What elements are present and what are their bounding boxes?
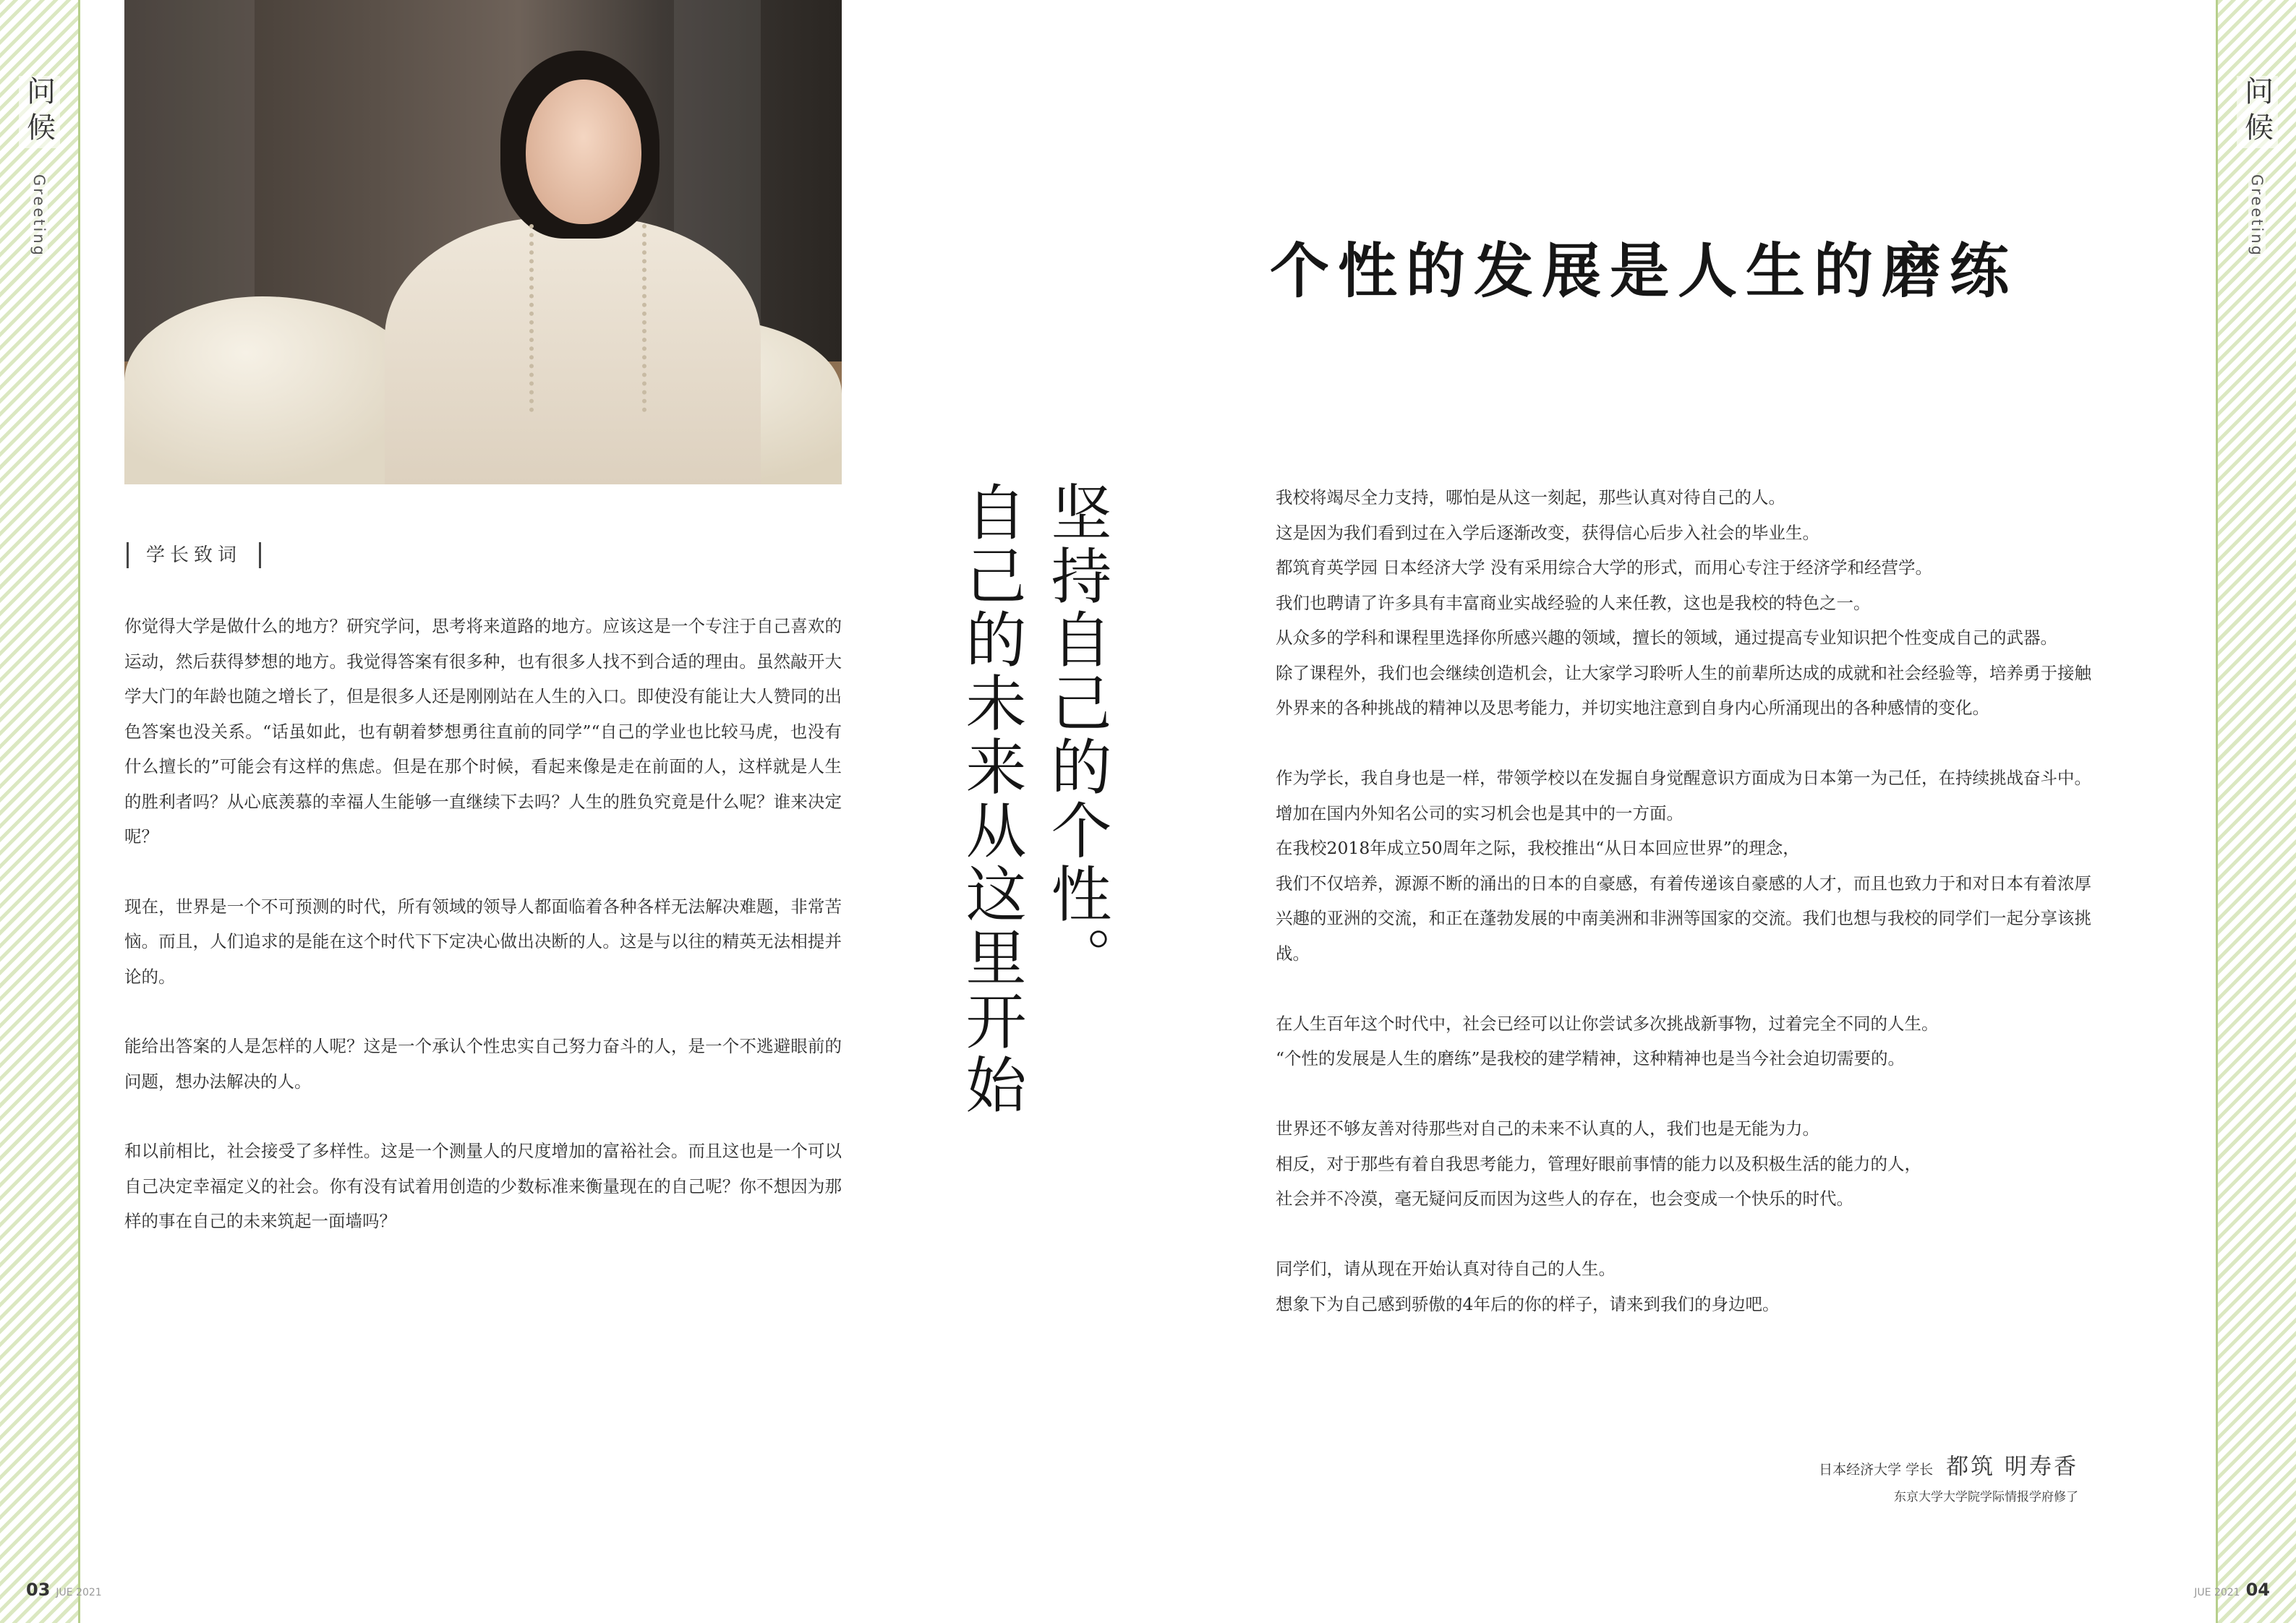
signature-title: 日本经济大学 学长 bbox=[1819, 1462, 1934, 1478]
right-paragraph bbox=[1276, 761, 2097, 971]
signature bbox=[1819, 1448, 2078, 1504]
side-title-left bbox=[0, 76, 78, 257]
right-paragraph bbox=[1276, 1006, 2097, 1076]
main-title: 个性的发展是人生的磨练 bbox=[1270, 236, 2018, 306]
left-paragraph: 你觉得大学是做什么的地方？研究学问，思考将来道路的地方。应该这是一个专注于自己喜欢的运动，然后获得梦想的地方。我觉得答案有很多种，也有很多人找不到合适的理由。虽然敲开大学大门的年龄也随之增长了，但是很多人还是刚刚站在人生的入口。即使没有能让大人赞同的出色答案也没关系。“话虽如此，也有朝着梦想勇往直前的同学”“自己的学业也比较马虎，也没有什么擅长的”可能会有这样的焦虑。但是在那个时候，看起来像是走在前面的人，这样就是人生的胜利者吗？从心底羡慕的幸福人生能够一直继续下去吗？人生的胜负究竟是什么呢？谁来决定呢？ bbox=[124, 616, 842, 847]
left-paragraph: 和以前相比，社会接受了多样性。这是一个测量人的尺度增加的富裕社会。而且这也是一个可以自己决定幸福定义的社会。你有没有试着用创造的少数标准来衡量现在的自己呢？你不想因为那样的事在自己的未来筑起一面墙吗？ bbox=[124, 1141, 842, 1231]
left-body bbox=[124, 609, 842, 1274]
side-title-jp: 问候 bbox=[2237, 76, 2278, 148]
page-number: 03 bbox=[26, 1580, 51, 1600]
text-line: 想象下为自己感到骄傲的4年后的你的样子，请来到我们的身边吧。 bbox=[1276, 1293, 1780, 1314]
text-line: 我们不仅培养，源源不断的涌出的日本的自豪感，有着传递该自豪感的人才，而且也致力于和对日本有着浓厚兴趣的亚洲的交流，和正在蓬勃发展的中南美洲和非洲等国家的交流。我们也想与我校的同学们一起分享该挑战。 bbox=[1276, 873, 2091, 964]
text-line: 我校将竭尽全力支持，哪怕是从这一刻起，那些认真对待自己的人。 bbox=[1276, 487, 1785, 508]
side-title-right bbox=[2218, 76, 2296, 257]
section-label: 学长致词 bbox=[127, 542, 261, 568]
text-line: 相反，对于那些有着自我思考能力，管理好眼前事情的能力以及积极生活的能力的人， bbox=[1276, 1153, 1921, 1174]
left-paragraph: 现在，世界是一个不可预测的时代，所有领域的领导人都面临着各种各样无法解决难题，非常苦恼。而且，人们追求的是能在这个时代下下定决心做出决断的人。这是与以往的精英无法相提并论的。 bbox=[124, 896, 842, 987]
right-paragraph bbox=[1276, 1111, 2097, 1217]
vertical-headline-col1: 坚持自己的个性。 bbox=[1041, 481, 1112, 990]
signature-name: 都筑 明寿香 bbox=[1946, 1454, 2078, 1480]
text-line: 都筑育英学园 日本经济大学 没有采用综合大学的形式，而用心专注于经济学和经营学。 bbox=[1276, 557, 1932, 578]
side-title-en: Greeting bbox=[30, 174, 48, 257]
left-paragraph: 能给出答案的人是怎样的人呢？这是一个承认个性忠实自己努力奋斗的人，是一个不逃避眼前的问题，想办法解决的人。 bbox=[124, 1036, 842, 1092]
issue-label: JUE 2021 bbox=[2194, 1587, 2240, 1598]
right-body bbox=[1276, 480, 2097, 1357]
text-line: 除了课程外，我们也会继续创造机会，让大家学习聆听人生的前辈所达成的成就和社会经验等，培养勇于接触外界来的各种挑战的精神以及思考能力，并切实地注意到自身内心所涌现出的各种感情的变化。 bbox=[1276, 662, 2091, 718]
text-line: 这是因为我们看到过在入学后逐渐改变，获得信心后步入社会的毕业生。 bbox=[1276, 522, 1819, 543]
text-line: 在我校2018年成立50周年之际，我校推出“从日本回应世界”的理念， bbox=[1276, 838, 1800, 858]
vertical-headline-col2: 自己的未来从这里开始 bbox=[956, 481, 1027, 1117]
text-line: “个性的发展是人生的磨练”是我校的建学精神，这种精神也是当今社会迫切需要的。 bbox=[1276, 1048, 1905, 1069]
president-photo bbox=[124, 0, 842, 484]
side-title-en: Greeting bbox=[2248, 174, 2266, 257]
folio-left bbox=[26, 1580, 108, 1600]
text-line: 我们也聘请了许多具有丰富商业实战经验的人来任教，这也是我校的特色之一。 bbox=[1276, 592, 1871, 613]
signature-credential: 东京大学大学院学际情报学府修了 bbox=[1894, 1490, 2078, 1504]
text-line: 世界还不够友善对待那些对自己的未来不认真的人，我们也是无能为力。 bbox=[1276, 1118, 1819, 1139]
text-line: 在人生百年这个时代中，社会已经可以让你尝试多次挑战新事物，过着完全不同的人生。 bbox=[1276, 1013, 1939, 1034]
text-line: 社会并不冷漠，毫无疑问反而因为这些人的存在，也会变成一个快乐的时代。 bbox=[1276, 1189, 1853, 1209]
folio-right bbox=[2188, 1580, 2270, 1600]
text-line: 同学们，请从现在开始认真对待自己的人生。 bbox=[1276, 1259, 1616, 1279]
right-paragraph bbox=[1276, 1251, 2097, 1322]
side-title-jp: 问候 bbox=[19, 76, 60, 148]
page-number: 04 bbox=[2245, 1580, 2270, 1600]
text-line: 从众多的学科和课程里选择你所感兴趣的领域，擅长的领域，通过提高专业知识把个性变成自己的武器。 bbox=[1276, 628, 2057, 648]
text-line: 作为学长，我自身也是一样，带领学校以在发掘自身觉醒意识方面成为日本第一为己任，在持续挑战奋斗中。增加在国内外知名公司的实习机会也是其中的一方面。 bbox=[1276, 768, 2091, 823]
vertical-headline bbox=[957, 481, 1111, 1117]
right-paragraph bbox=[1276, 480, 2097, 726]
issue-label: JUE 2021 bbox=[56, 1587, 102, 1598]
